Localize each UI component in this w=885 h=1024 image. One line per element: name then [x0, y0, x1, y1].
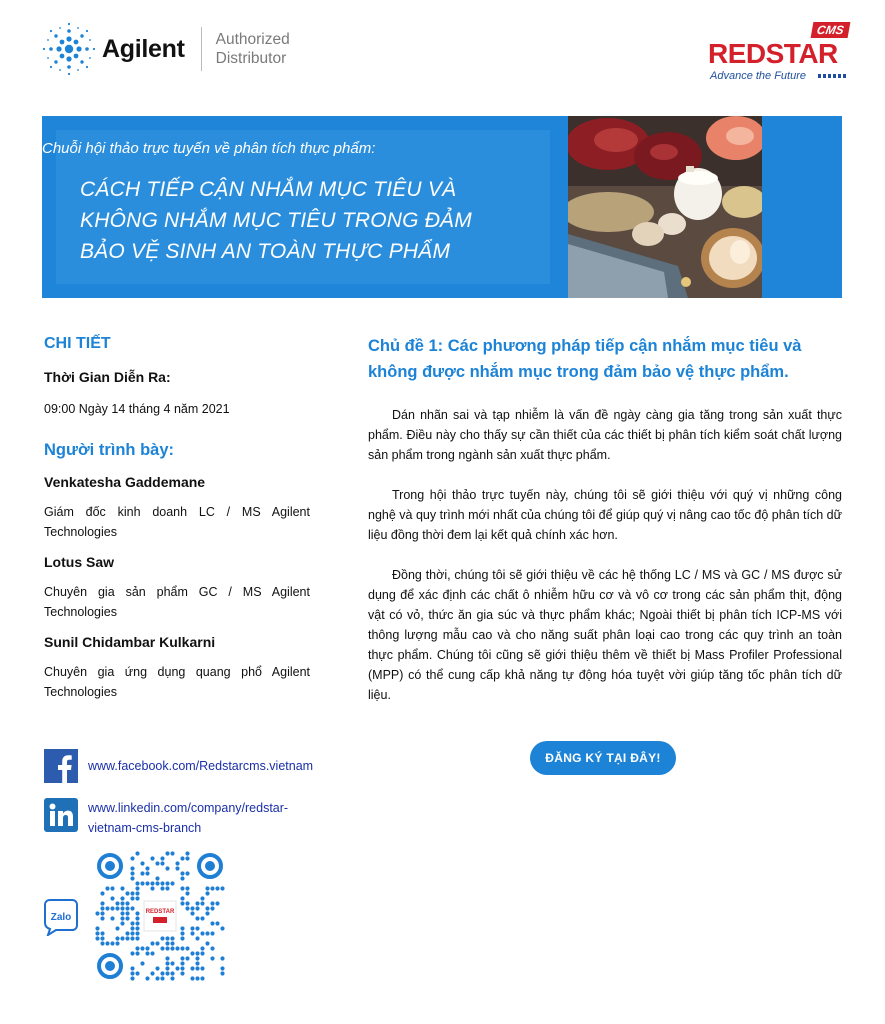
qr-module	[130, 936, 134, 940]
qr-module	[140, 881, 144, 885]
qr-module	[125, 911, 129, 915]
qr-module	[175, 966, 179, 970]
qr-module	[210, 956, 214, 960]
agilent-wordmark: Agilent	[102, 34, 185, 63]
qr-module	[120, 901, 124, 905]
qr-module	[150, 856, 154, 860]
qr-module	[220, 966, 224, 970]
qr-module	[135, 886, 139, 890]
qr-module	[105, 886, 109, 890]
qr-module	[130, 876, 134, 880]
qr-module	[210, 886, 214, 890]
qr-module	[180, 896, 184, 900]
qr-module	[145, 881, 149, 885]
qr-module	[180, 936, 184, 940]
qr-module	[110, 906, 114, 910]
qr-module	[135, 921, 139, 925]
qr-module	[145, 976, 149, 980]
redstar-logo	[706, 22, 846, 82]
qr-module	[135, 926, 139, 930]
redstar-wordmark: REDSTAR	[708, 38, 838, 69]
qr-module	[135, 911, 139, 915]
authorized-distributor	[216, 30, 290, 68]
qr-module	[210, 946, 214, 950]
qr-module	[215, 901, 219, 905]
distributor-line: Distributor	[215, 50, 287, 67]
qr-module	[100, 906, 104, 910]
qr-module	[210, 921, 214, 925]
qr-module	[165, 946, 169, 950]
banner-title-line: KHÔNG NHẮM MỤC TIÊU TRONG ĐẢM	[80, 209, 472, 232]
qr-module	[110, 916, 114, 920]
linkedin-link-line[interactable]: vietnam-cms-branch	[88, 821, 202, 835]
zalo-label: Zalo	[50, 912, 72, 923]
time-value: 09:00 Ngày 14 tháng 4 năm 2021	[44, 402, 230, 416]
presenter-name: Venkatesha Gaddemane	[44, 474, 206, 490]
qr-module	[130, 856, 134, 860]
qr-module	[125, 931, 129, 935]
qr-module	[155, 941, 159, 945]
qr-module	[100, 931, 104, 935]
qr-code-icon[interactable]	[95, 851, 225, 981]
qr-module	[205, 906, 209, 910]
presenter-role: Chuyên gia sản phẩm GC / MS Agilent Technologies	[44, 585, 310, 619]
qr-module	[165, 936, 169, 940]
qr-module	[150, 951, 154, 955]
qr-module	[105, 941, 109, 945]
qr-module	[190, 951, 194, 955]
qr-module	[125, 901, 129, 905]
qr-module	[135, 896, 139, 900]
qr-module	[135, 936, 139, 940]
qr-module	[210, 906, 214, 910]
qr-module	[200, 951, 204, 955]
qr-module	[120, 906, 124, 910]
time-label: Thời Gian Diễn Ra:	[44, 369, 171, 385]
zalo-icon[interactable]	[44, 898, 78, 936]
qr-module	[165, 886, 169, 890]
qr-module	[140, 871, 144, 875]
qr-module	[130, 976, 134, 980]
qr-module	[125, 906, 129, 910]
presenter-name: Lotus Saw	[44, 554, 115, 570]
presenters-heading: Người trình bày:	[44, 441, 175, 459]
qr-module	[170, 941, 174, 945]
qr-module	[205, 911, 209, 915]
agilent-spark-icon	[40, 20, 98, 78]
qr-center-label: REDSTAR	[145, 909, 175, 915]
qr-module	[160, 881, 164, 885]
qr-module	[205, 891, 209, 895]
agilent-logo	[40, 20, 290, 78]
qr-module	[100, 911, 104, 915]
qr-module	[110, 896, 114, 900]
qr-module	[170, 936, 174, 940]
qr-module	[120, 896, 124, 900]
qr-module	[160, 936, 164, 940]
qr-module	[155, 881, 159, 885]
topic-paragraph: Trong hội thảo trực tuyến này, chúng tôi sẽ giới thiệu với quý vị những công nghệ và quy trình mới nhất của chúng tôi để giúp quý vị nâng cao tốc độ phân tích dữ liệu đồng thời đem lại kết quả chính xác hơn.	[368, 488, 842, 542]
qr-module	[140, 861, 144, 865]
qr-module	[145, 951, 149, 955]
banner-title-line: CÁCH TIẾP CẬN NHẮM MỤC TIÊU VÀ	[80, 178, 457, 201]
qr-module	[120, 936, 124, 940]
linkedin-row[interactable]	[44, 798, 288, 838]
qr-module	[115, 906, 119, 910]
qr-module	[195, 916, 199, 920]
qr-module	[195, 961, 199, 965]
qr-module	[120, 921, 124, 925]
qr-module	[220, 956, 224, 960]
qr-module	[185, 901, 189, 905]
linkedin-link-line[interactable]: www.linkedin.com/company/redstar-	[88, 801, 289, 815]
qr-module	[195, 976, 199, 980]
qr-module	[180, 971, 184, 975]
qr-module	[100, 891, 104, 895]
qr-module	[160, 886, 164, 890]
qr-module	[95, 926, 99, 930]
qr-module	[200, 901, 204, 905]
presenter	[44, 634, 310, 702]
qr-module	[170, 971, 174, 975]
topic-paragraph: Dán nhãn sai và tạp nhiễm là vấn đề ngày càng gia tăng trong sản xuất thực phẩm. Điều này cho thấy sự cần thiết của các thiết bị phân tích kiểm soát chất lượng sản phẩm trong ngành sản xuất thực phẩm.	[368, 408, 842, 462]
qr-module	[190, 911, 194, 915]
qr-module	[145, 866, 149, 870]
qr-module	[170, 851, 174, 855]
qr-module	[105, 906, 109, 910]
qr-module	[160, 946, 164, 950]
qr-module	[100, 916, 104, 920]
qr-module	[130, 966, 134, 970]
topic-paragraph: Đồng thời, chúng tôi sẽ giới thiệu về các hệ thống LC / MS và GC / MS được sử dụng để xác định các chất ô nhiễm hữu cơ và vô cơ trong các sản phẩm thịt, động vật có vỏ, thức ăn gia súc và thực phẩm khác; Ngoài thiết bị phân tích ICP-MS với thông lượng mẫu cao và cho năng suất phân loại cao trong các quy trình an toàn thực phẩm. Chúng tôi cũng sẽ giới thiệu thêm về thiết bị Mass Profiler Professional (MPP) có thể cung cấp khả năng tự động hóa tuyệt vời giúp tăng tốc phân tích dữ liệu.	[368, 568, 842, 702]
qr-module	[170, 961, 174, 965]
presenter	[44, 554, 310, 622]
qr-module	[95, 931, 99, 935]
qr-module	[180, 966, 184, 970]
qr-module	[180, 926, 184, 930]
qr-module	[100, 941, 104, 945]
qr-module	[120, 886, 124, 890]
qr-module	[190, 966, 194, 970]
qr-module	[185, 856, 189, 860]
details-heading: CHI TIẾT	[44, 335, 111, 352]
qr-module	[130, 871, 134, 875]
qr-module	[130, 921, 134, 925]
qr-module	[125, 916, 129, 920]
qr-module	[175, 861, 179, 865]
qr-module	[150, 971, 154, 975]
qr-module	[185, 956, 189, 960]
qr-module	[220, 926, 224, 930]
qr-module	[165, 866, 169, 870]
qr-module	[155, 861, 159, 865]
qr-module	[110, 886, 114, 890]
redstar-tagline: Advance the Future	[710, 70, 807, 82]
qr-module	[135, 931, 139, 935]
presenter-role: Chuyên gia ứng dụng quang phổ Agilent Technologies	[44, 665, 310, 699]
qr-module	[160, 856, 164, 860]
qr-module	[130, 896, 134, 900]
qr-module	[155, 966, 159, 970]
presenter	[44, 474, 310, 542]
qr-module	[170, 976, 174, 980]
qr-code[interactable]	[95, 851, 225, 981]
qr-module	[180, 886, 184, 890]
qr-module	[180, 901, 184, 905]
qr-module	[150, 941, 154, 945]
details-column	[44, 335, 310, 702]
qr-module	[115, 926, 119, 930]
qr-module	[160, 861, 164, 865]
qr-module	[210, 901, 214, 905]
cms-badge: CMS	[811, 22, 850, 38]
qr-module	[145, 946, 149, 950]
qr-module	[135, 951, 139, 955]
qr-module	[130, 931, 134, 935]
qr-module	[180, 876, 184, 880]
qr-module	[135, 916, 139, 920]
qr-module	[165, 966, 169, 970]
qr-module	[140, 946, 144, 950]
qr-module	[120, 911, 124, 915]
qr-module	[195, 966, 199, 970]
qr-module	[200, 916, 204, 920]
qr-module	[135, 881, 139, 885]
qr-module	[180, 946, 184, 950]
topic-title: Chủ đề 1: Các phương pháp tiếp cận nhắm mục tiêu và không được nhắm mục trong đảm bảo vệ thực phẩm.	[368, 337, 802, 381]
qr-module	[200, 946, 204, 950]
qr-module	[130, 971, 134, 975]
qr-module	[130, 951, 134, 955]
qr-module	[175, 946, 179, 950]
qr-module	[190, 931, 194, 935]
qr-module	[185, 891, 189, 895]
qr-module	[185, 946, 189, 950]
qr-module	[180, 961, 184, 965]
qr-module	[165, 851, 169, 855]
qr-module	[165, 956, 169, 960]
qr-module	[170, 881, 174, 885]
qr-module	[185, 906, 189, 910]
qr-module	[160, 976, 164, 980]
linkedin-icon[interactable]	[44, 798, 78, 832]
qr-module	[195, 951, 199, 955]
qr-module	[215, 921, 219, 925]
qr-module	[135, 946, 139, 950]
redstar-dots	[818, 74, 848, 78]
qr-module	[180, 956, 184, 960]
topic-column	[368, 333, 842, 705]
qr-module	[220, 886, 224, 890]
qr-module	[205, 931, 209, 935]
qr-module	[155, 876, 159, 880]
qr-module	[195, 936, 199, 940]
qr-module	[130, 866, 134, 870]
qr-module	[120, 916, 124, 920]
food-photo-icon	[568, 116, 762, 298]
authorized-line: Authorized	[215, 31, 290, 48]
qr-module	[125, 936, 129, 940]
presenter-role: Giám đốc kinh doanh LC / MS Agilent Technologies	[44, 505, 310, 539]
qr-module	[205, 941, 209, 945]
facebook-row[interactable]	[44, 749, 313, 783]
qr-module	[220, 971, 224, 975]
presenter-name: Sunil Chidambar Kulkarni	[44, 634, 216, 650]
qr-module	[95, 911, 99, 915]
qr-module	[200, 976, 204, 980]
qr-module	[165, 881, 169, 885]
qr-module	[175, 866, 179, 870]
qr-module	[165, 941, 169, 945]
qr-module	[195, 901, 199, 905]
qr-module	[150, 881, 154, 885]
qr-module	[135, 851, 139, 855]
qr-module	[190, 926, 194, 930]
qr-module	[135, 891, 139, 895]
qr-module	[130, 926, 134, 930]
qr-module	[215, 886, 219, 890]
banner-subtitle: Chuỗi hội thảo trực tuyến về phân tích thực phẩm:	[42, 140, 376, 157]
header-divider	[201, 27, 202, 71]
qr-module	[210, 931, 214, 935]
qr-module	[170, 946, 174, 950]
qr-module	[165, 971, 169, 975]
qr-module	[195, 906, 199, 910]
qr-module	[130, 906, 134, 910]
qr-module	[100, 901, 104, 905]
qr-module	[140, 961, 144, 965]
qr-module	[100, 936, 104, 940]
qr-module	[180, 871, 184, 875]
qr-module	[130, 891, 134, 895]
qr-module	[150, 886, 154, 890]
qr-module	[180, 856, 184, 860]
qr-module	[185, 886, 189, 890]
qr-module	[115, 901, 119, 905]
qr-module	[195, 926, 199, 930]
qr-module	[190, 906, 194, 910]
qr-module	[110, 941, 114, 945]
facebook-link[interactable]: www.facebook.com/Redstarcms.vietnam	[88, 759, 314, 773]
qr-module	[185, 851, 189, 855]
qr-module	[145, 871, 149, 875]
qr-module	[155, 976, 159, 980]
facebook-icon[interactable]	[44, 749, 78, 783]
qr-module	[95, 936, 99, 940]
banner-title-line: BẢO VỆ SINH AN TOÀN THỰC PHẨM	[80, 240, 451, 263]
qr-module	[180, 931, 184, 935]
qr-module	[190, 976, 194, 980]
qr-module	[165, 961, 169, 965]
qr-module	[200, 931, 204, 935]
qr-module	[205, 886, 209, 890]
qr-module	[185, 871, 189, 875]
banner-title	[80, 174, 550, 267]
qr-module	[195, 956, 199, 960]
linkedin-link[interactable]	[88, 798, 288, 838]
qr-module	[125, 891, 129, 895]
qr-module	[115, 936, 119, 940]
qr-module	[200, 966, 204, 970]
register-button[interactable]: ĐĂNG KÝ TẠI ĐÂY!	[530, 741, 676, 775]
qr-module	[200, 896, 204, 900]
qr-module	[115, 941, 119, 945]
qr-module	[160, 971, 164, 975]
qr-module	[135, 971, 139, 975]
